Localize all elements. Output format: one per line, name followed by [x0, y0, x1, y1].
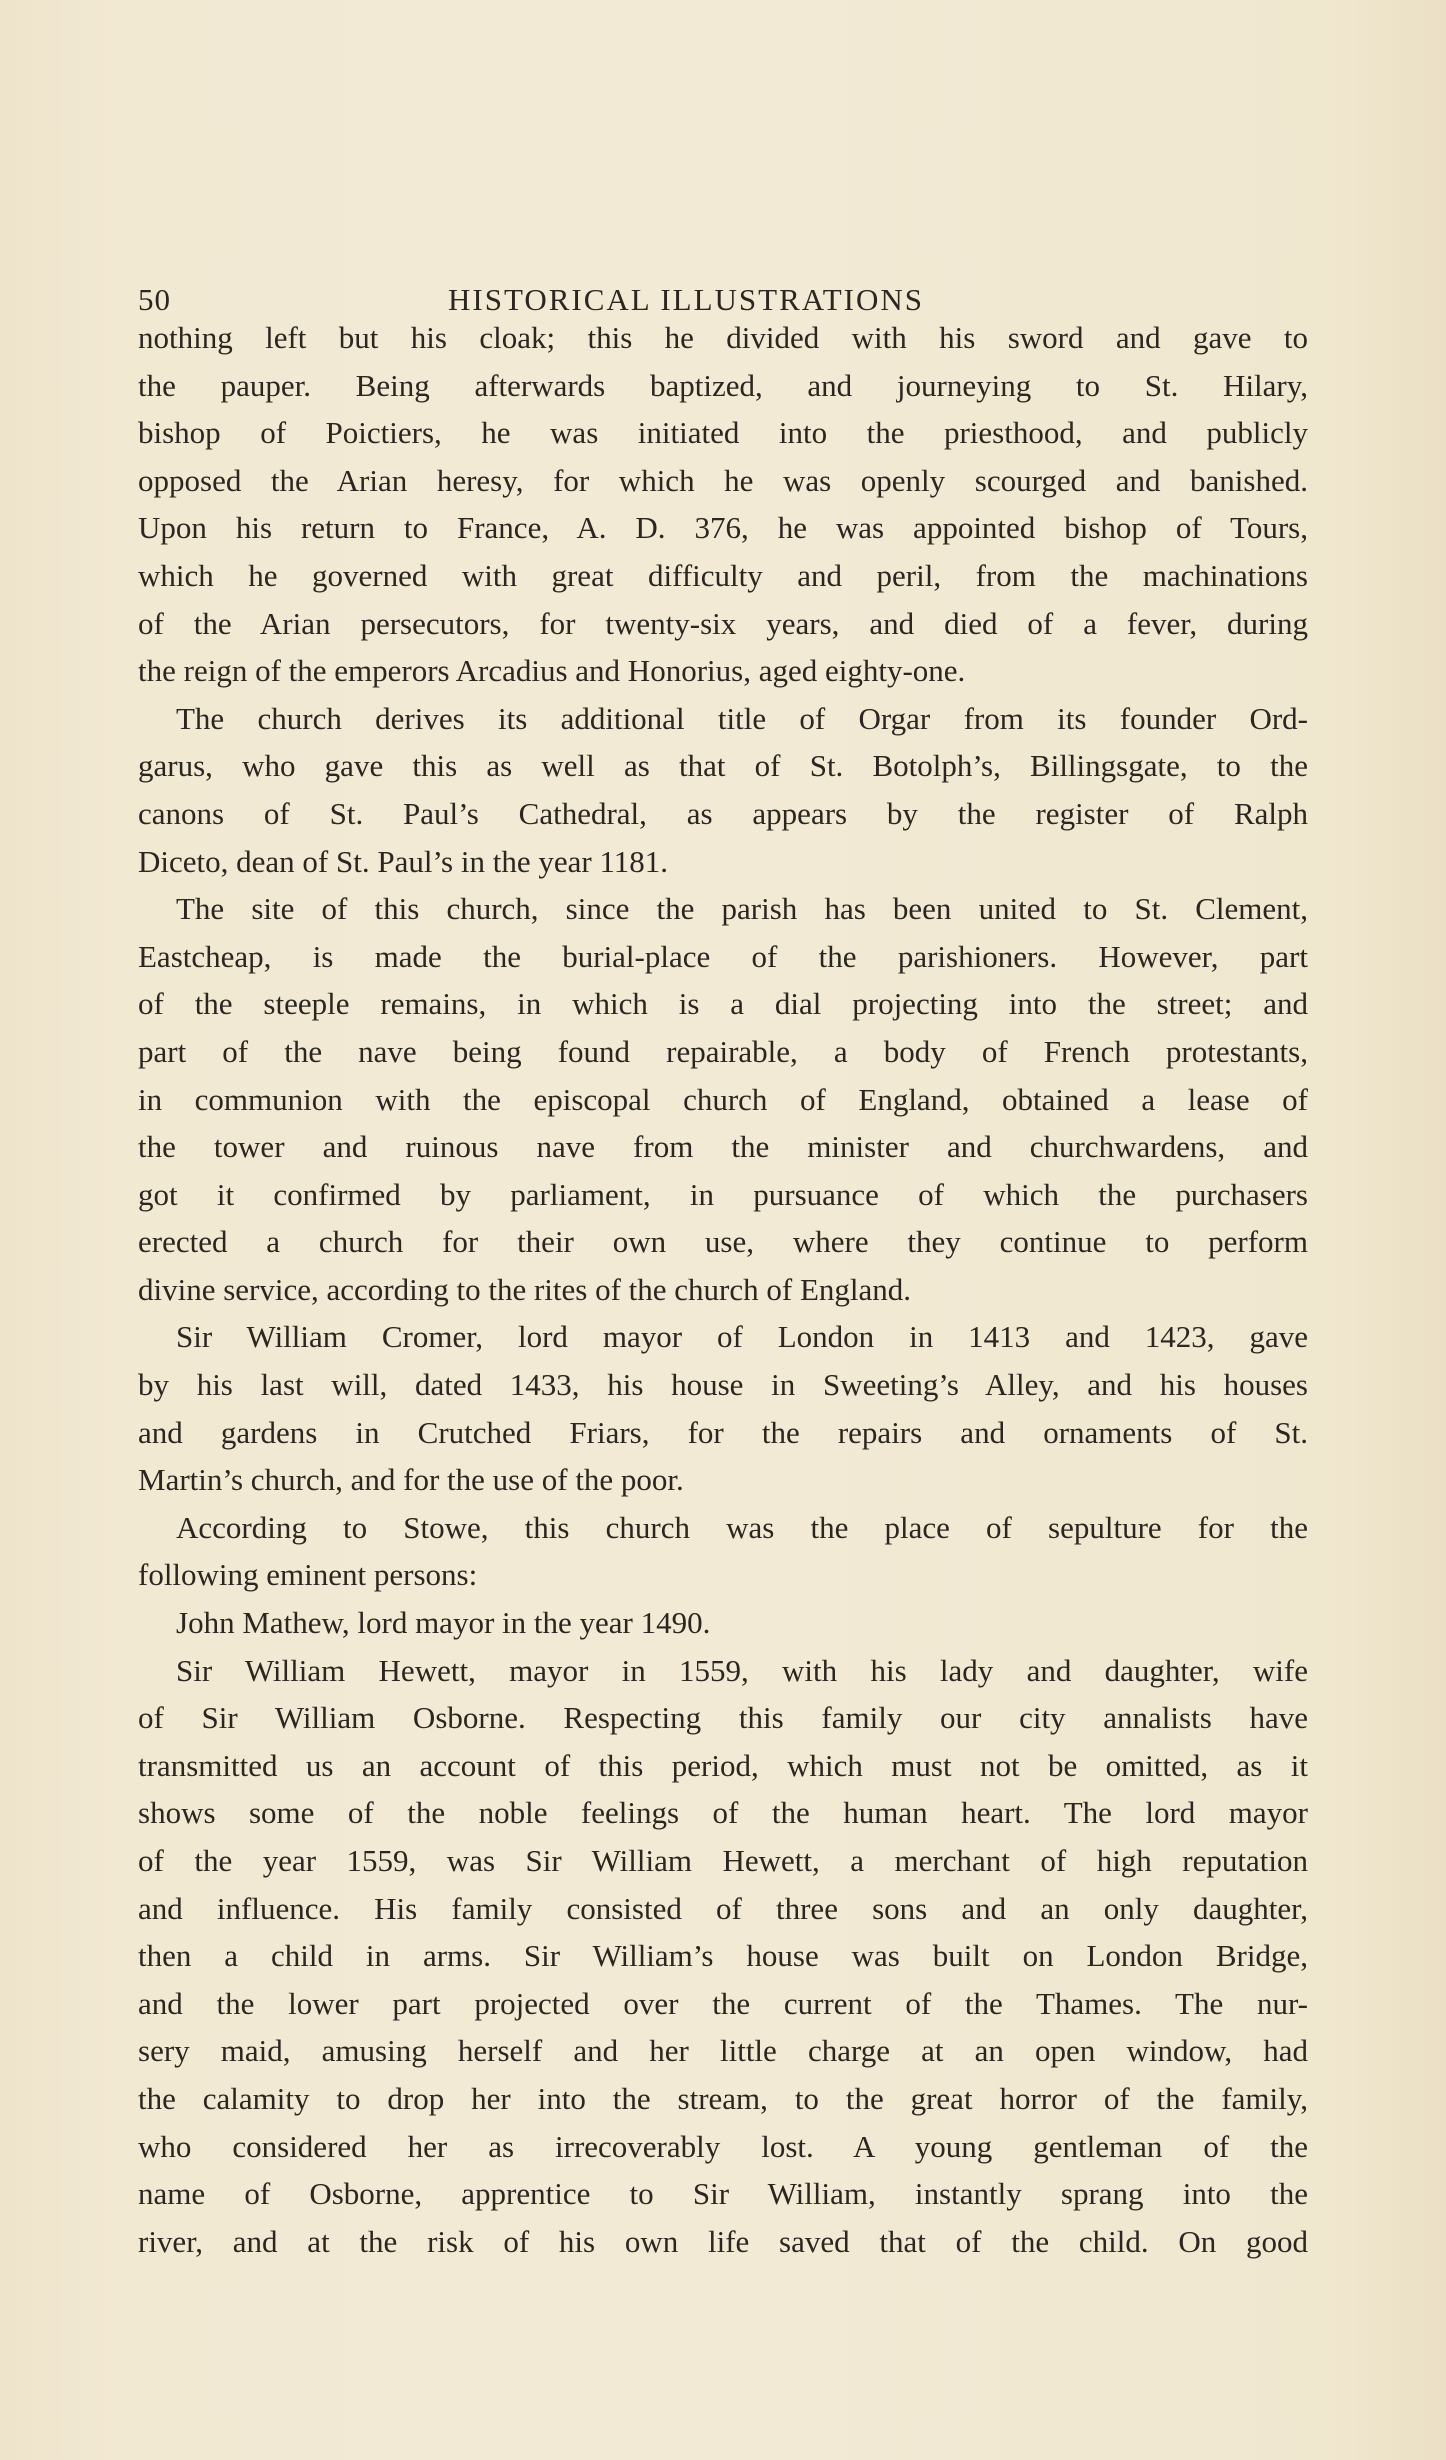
paragraph [138, 1647, 1308, 2266]
text-line: canons of St. Paul’s Cathedral, as appears by the register of Ralph [138, 795, 1308, 831]
text-line: who considered her as irrecoverably lost. A young gentleman of the [138, 2128, 1308, 2164]
paragraph [138, 1504, 1308, 1599]
text-line: the reign of the emperors Arcadius and Honorius, aged eighty-one. [138, 653, 966, 689]
text-line: Sir William Cromer, lord mayor of London in 1413 and 1423, gave [176, 1319, 1308, 1355]
text-line: of the year 1559, was Sir William Hewett, a merchant of high reputation [138, 1843, 1308, 1878]
text-line: in communion with the episcopal church of England, obtained a lease of [138, 1081, 1308, 1117]
text-line: opposed the Arian heresy, for which he was openly scourged and banished. [138, 462, 1308, 498]
text-line: Sir William Hewett, mayor in 1559, with his lady and daughter, wife [176, 1652, 1308, 1688]
paragraph [138, 695, 1308, 885]
paragraph [138, 314, 1308, 695]
body-text [138, 314, 1308, 2265]
text-line: following eminent persons: [138, 1557, 478, 1593]
text-line: the tower and ruinous nave from the minister and churchwardens, and [138, 1129, 1308, 1165]
text-line: which he governed with great difficulty and peril, from the machinations [138, 557, 1308, 593]
text-line: the pauper. Being afterwards baptized, and journeying to St. Hilary, [138, 367, 1308, 403]
text-line: Martin’s church, and for the use of the poor. [138, 1462, 684, 1498]
text-line: divine service, according to the rites of the church of England. [138, 1271, 912, 1307]
text-line: Diceto, dean of St. Paul’s in the year 1181. [138, 843, 669, 879]
text-line: got it confirmed by parliament, in pursuance of which the purchasers [138, 1176, 1308, 1212]
page-header [138, 264, 1308, 317]
text-line: river, and at the risk of his own life saved that of the child. On good [138, 2223, 1308, 2259]
running-title: HISTORICAL ILLUSTRATIONS [448, 282, 924, 317]
paragraph [138, 1599, 1308, 1647]
text-line: the calamity to drop her into the stream, to the great horror of the family, [138, 2080, 1308, 2116]
text-line: The church derives its additional title of Orgar from its founder Ord- [176, 700, 1308, 736]
text-line: then a child in arms. Sir William’s house was built on London Bridge, [138, 1938, 1308, 1974]
text-line: shows some of the noble feelings of the human heart. The lord mayor [138, 1795, 1308, 1831]
text-line: of the Arian persecutors, for twenty-six years, and died of a fever, during [138, 605, 1308, 641]
paragraph [138, 885, 1308, 1313]
text-line: by his last will, dated 1433, his house in Sweeting’s Alley, and his houses [138, 1367, 1308, 1403]
page-number: 50 [138, 282, 171, 317]
text-line: and the lower part projected over the current of the Thames. The nur- [138, 1985, 1308, 2021]
text-line: sery maid, amusing herself and her little charge at an open window, had [138, 2033, 1308, 2069]
text-line: garus, who gave this as well as that of St. Botolph’s, Billingsgate, to the [138, 748, 1308, 784]
text-line: of Sir William Osborne. Respecting this family our city annalists have [138, 1700, 1308, 1736]
text-line: name of Osborne, apprentice to Sir William, instantly sprang into the [138, 2176, 1308, 2212]
text-line: nothing left but his cloak; this he divided with his sword and gave to [138, 320, 1308, 355]
text-line: Upon his return to France, A. D. 376, he was appointed bishop of Tours, [138, 510, 1308, 546]
text-line: John Mathew, lord mayor in the year 1490. [176, 1605, 711, 1641]
text-line: The site of this church, since the parish has been united to St. Clement, [176, 891, 1308, 927]
text-block [138, 264, 1308, 2265]
text-line: transmitted us an account of this period, which must not be omitted, as it [138, 1747, 1308, 1783]
text-line: According to Stowe, this church was the place of sepulture for the [176, 1509, 1308, 1545]
text-line: bishop of Poictiers, he was initiated into the priesthood, and publicly [138, 415, 1308, 451]
text-line: and gardens in Crutched Friars, for the repairs and ornaments of St. [138, 1414, 1308, 1450]
text-line: erected a church for their own use, where they continue to perform [138, 1224, 1308, 1260]
text-line: and influence. His family consisted of three sons and an only daughter, [138, 1890, 1308, 1926]
paragraph [138, 1313, 1308, 1503]
text-line: part of the nave being found repairable, a body of French protestants, [138, 1033, 1308, 1069]
text-line: of the steeple remains, in which is a dial projecting into the street; and [138, 986, 1308, 1022]
text-line: Eastcheap, is made the burial-place of the parishioners. However, part [138, 938, 1308, 974]
